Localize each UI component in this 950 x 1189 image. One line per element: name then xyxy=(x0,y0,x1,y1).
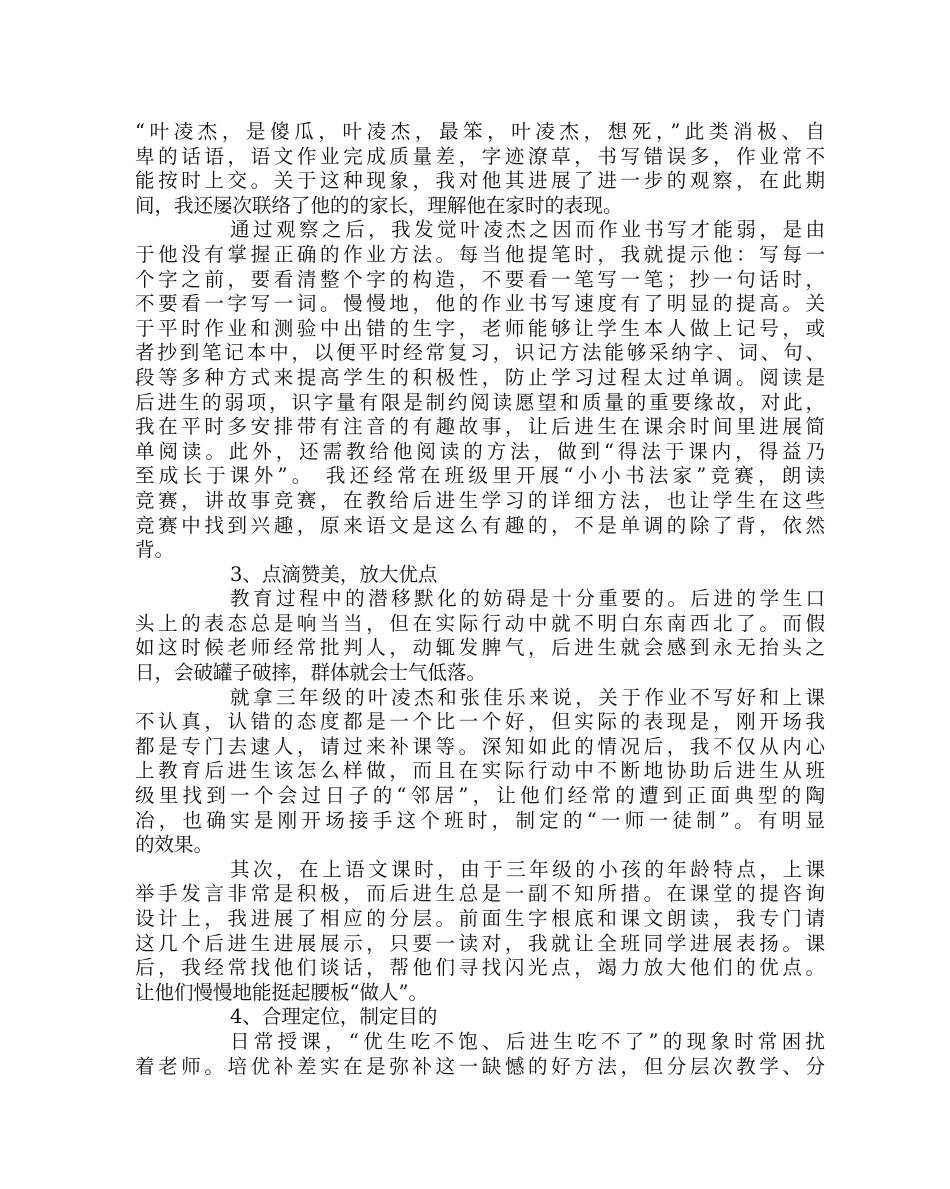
text-line: 其次，在上语文课时，由于三年级的小孩的年龄特点，上课 xyxy=(230,857,825,881)
text-line: 头上的表态总是响当当，但在实际行动中就不明白东南西北了。而假 xyxy=(135,611,825,635)
text-line: 段等多种方式来提高学生的积极性，防止学习过程太过单调。阅读是 xyxy=(135,365,825,389)
text-line: 后，我经常找他们谈话，帮他们寻找闪光点，竭力放大他们的优点。 xyxy=(135,956,825,980)
text-line: 卑的话语，语文作业完成质量差，字迹潦草，书写错误多，作业常不 xyxy=(135,144,825,168)
text-line: 举手发言非常是积极，而后进生总是一副不知所措。在课堂的提咨询 xyxy=(135,882,825,906)
text-line: “叶凌杰，是傻瓜，叶凌杰，最笨，叶凌杰，想死，”此类消极、自 xyxy=(135,120,825,143)
text-line: 者抄到笔记本中，以便平时经常复习，识记方法能够采纳字、词、句、 xyxy=(135,341,825,365)
text-line: 竞赛，讲故事竞赛，在教给后进生学习的详细方法，也让学生在这些 xyxy=(135,488,825,512)
text-line: 这几个后进生进展展示，只要一读对，我就让全班同学进展表扬。课 xyxy=(135,931,825,955)
text-line: 如这时候老师经常批判人，动辄发脾气，后进生就会感到永无抬头之 xyxy=(135,636,825,660)
text-line: 至成长于课外”。 我还经常在班级里开展“小小书法家”竞赛，朗读 xyxy=(135,464,825,488)
text-line: 都是专门去逮人，请过来补课等。深知如此的情况后，我不仅从内心 xyxy=(135,734,825,758)
text-line: 个字之前，要看清整个字的构造，不要看一笔写一笔；抄一句话时， xyxy=(135,267,825,291)
text-line: 就拿三年级的叶凌杰和张佳乐来说，关于作业不写好和上课 xyxy=(230,685,825,709)
text-line: 上教育后进生该怎么样做，而且在实际行动中不断地协助后进生从班 xyxy=(135,759,825,783)
text-line: 级里找到一个会过日子的“邻居”，让他们经常的遭到正面典型的陶 xyxy=(135,784,825,808)
text-line: 竞赛中找到兴趣，原来语文是这么有趣的，不是单调的除了背，依然 xyxy=(135,513,825,537)
text-line: 不要看一字写一词。慢慢地，他的作业书写速度有了明显的提高。关 xyxy=(135,292,825,316)
text-line: 日常授课，“优生吃不饱、后进生吃不了”的现象时常困扰 xyxy=(230,1029,825,1053)
text-line: 能按时上交。关于这种现象，我对他其进展了进一步的观察，在此期 xyxy=(135,169,825,193)
text-line: 后进生的弱项，识字量有限是制约阅读愿望和质量的重要缘故，对此， xyxy=(135,390,825,414)
text-line: 着老师。培优补差实在是弥补这一缺憾的好方法，但分层次教学、分 xyxy=(135,1054,825,1078)
text-line: 我在平时多安排带有注音的有趣故事，让后进生在课余时间里进展简 xyxy=(135,415,825,439)
text-line: 通过观察之后，我发觉叶凌杰之因而作业书写才能弱，是由 xyxy=(230,218,825,242)
text-line: 于平时作业和测验中出错的生字，老师能够让学生本人做上记号，或 xyxy=(135,316,825,340)
text-line: 设计上，我进展了相应的分层。前面生字根底和课文朗读，我专门请 xyxy=(135,907,825,930)
text-line: 日，会破罐子破摔，群体就会士气低落。 xyxy=(135,661,487,685)
text-line: 让他们慢慢地能挺起腰板“做人”。 xyxy=(135,980,428,1004)
text-line: 不认真，认错的态度都是一个比一个好，但实际的表现是，刚开场我 xyxy=(135,710,825,734)
text-line: 间，我还屡次联络了他的的家长，理解他在家时的表现。 xyxy=(135,193,623,217)
text-line: 4、合理定位，制定目的 xyxy=(230,1005,438,1029)
text-line: 冶，也确实是刚开场接手这个班时，制定的“一师一徒制”。有明显 xyxy=(135,808,825,832)
text-line: 3、点滴赞美，放大优点 xyxy=(230,562,438,586)
text-line: 单阅读。此外，还需教给他阅读的方法，做到“得法于课内，得益乃 xyxy=(135,439,825,463)
text-line: 于他没有掌握正确的作业方法。每当他提笔时，我就提示他：写每一 xyxy=(135,242,825,266)
body-text xyxy=(135,120,825,1079)
text-line: 背。 xyxy=(135,538,175,562)
text-line: 教育过程中的潜移默化的妨碍是十分重要的。后进的学生口 xyxy=(230,587,825,611)
text-line: 的效果。 xyxy=(135,833,214,857)
